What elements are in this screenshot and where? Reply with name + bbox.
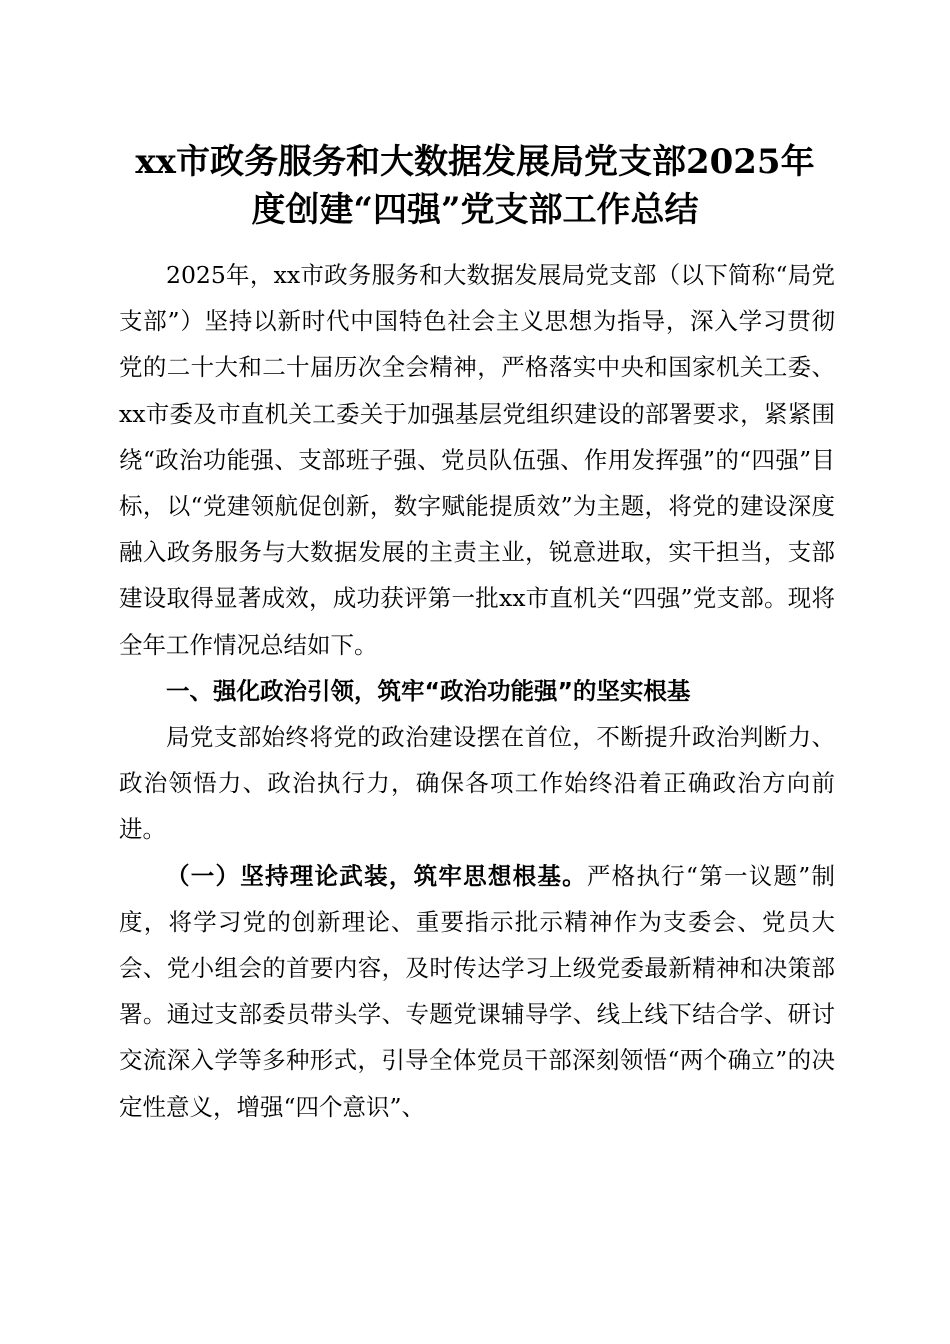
document-title: [110, 138, 840, 234]
subsection-lead: （一）坚持理论武装，筑牢思想根基。: [166, 861, 587, 890]
subsection-paragraph: [119, 853, 835, 1130]
title-line-1: xx市政务服务和大数据发展局党支部2025年: [135, 142, 815, 182]
section-1-paragraph: 局党支部始终将党的政治建设摆在首位，不断提升政治判断力、政治领悟力、政治执行力，确保各项工作始终沿着正确政治方向前进。: [119, 723, 835, 844]
section-heading-1: 一、强化政治引领，筑牢“政治功能强”的坚实根基: [166, 676, 691, 705]
subsection-text: 严格执行“第一议题”制度，将学习党的创新理论、重要指示批示精神作为支委会、党员大会、党小组会的首要内容，及时传达学习上级党委最新精神和决策部署。通过支部委员带头学、专题党课辅导学、线上线下结合学、研讨交流深入学等多种形式，引导全体党员干部深刻领悟“两个确立”的决定性意义，增强“四个意识”、: [119, 861, 835, 1121]
intro-paragraph: 2025年，xx市政务服务和大数据发展局党支部（以下简称“局党支部”）坚持以新时代中国特色社会主义思想为指导，深入学习贯彻党的二十大和二十届历次全会精神，严格落实中央和国家机关工委、xx市委及市直机关工委关于加强基层党组织建设的部署要求，紧紧围绕“政治功能强、支部班子强、党员队伍强、作用发挥强”的“四强”目标，以“党建领航促创新，数字赋能提质效”为主题，将党的建设深度融入政务服务与大数据发展的主责主业，锐意进取，实干担当，支部建设取得显著成效，成功获评第一批xx市直机关“四强”党支部。现将全年工作情况总结如下。: [119, 261, 835, 659]
title-line-2: 度创建“四强”党支部工作总结: [251, 190, 699, 230]
document-body: [119, 252, 835, 1130]
